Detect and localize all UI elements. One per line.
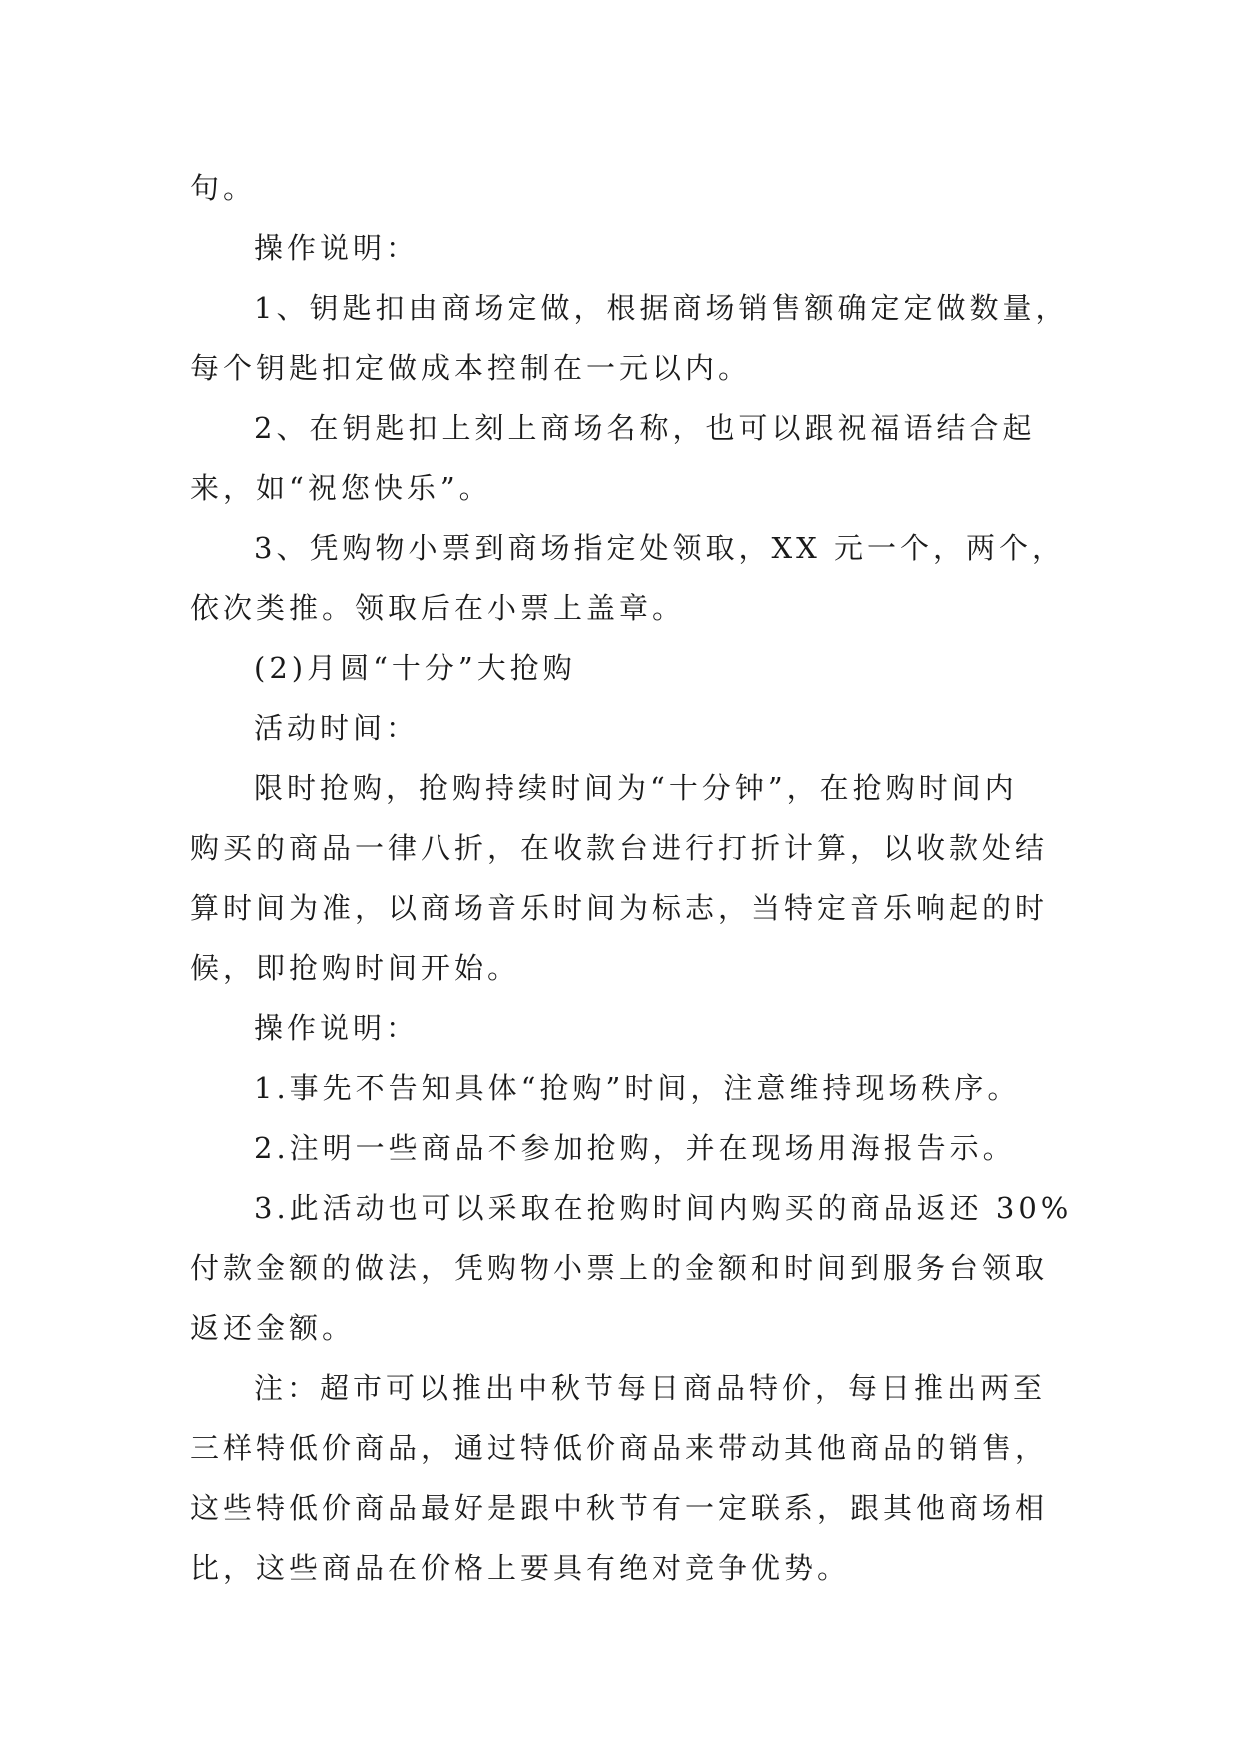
text-line: 购买的商品一律八折，在收款台进行打折计算，以收款处结 (190, 831, 1049, 865)
text-line: 候，即抢购时间开始。 (190, 951, 521, 985)
section-heading: 活动时间： (254, 711, 420, 745)
text-line: 依次类推。领取后在小票上盖章。 (190, 591, 686, 625)
text-line: 限时抢购，抢购持续时间为“十分钟”，在抢购时间内 (254, 771, 1018, 805)
section-heading: (2)月圆“十分”大抢购 (254, 651, 576, 685)
text-line: 付款金额的做法，凭购物小票上的金额和时间到服务台领取 (190, 1251, 1049, 1285)
text-line: 这些特低价商品最好是跟中秋节有一定联系，跟其他商场相 (190, 1491, 1049, 1525)
text-line: 返还金额。 (190, 1311, 356, 1345)
section-heading: 操作说明： (254, 1011, 420, 1045)
text-line: 注：超市可以推出中秋节每日商品特价，每日推出两至 (254, 1371, 1047, 1405)
text-line: 2、在钥匙扣上刻上商场名称，也可以跟祝福语结合起 (254, 411, 1036, 445)
text-line: 2.注明一些商品不参加抢购，并在现场用海报告示。 (254, 1131, 1016, 1165)
text-line: 比，这些商品在价格上要具有绝对竞争优势。 (190, 1551, 851, 1585)
text-line: 1.事先不告知具体“抢购”时间，注意维持现场秩序。 (254, 1071, 1021, 1105)
text-line: 来，如“祝您快乐”。 (190, 471, 492, 505)
text-line: 3、凭购物小票到商场指定处领取，XX 元一个，两个， (254, 531, 1065, 565)
text-line: 三样特低价商品，通过特低价商品来带动其他商品的销售， (190, 1431, 1049, 1465)
text-line: 3.此活动也可以采取在抢购时间内购买的商品返还 30% (254, 1191, 1073, 1225)
text-line: 1、钥匙扣由商场定做，根据商场销售额确定定做数量， (254, 291, 1069, 325)
text-line: 算时间为准，以商场音乐时间为标志，当特定音乐响起的时 (190, 891, 1049, 925)
text-line: 每个钥匙扣定做成本控制在一元以内。 (190, 351, 752, 385)
section-heading: 操作说明： (254, 231, 420, 265)
text-line: 句。 (190, 171, 257, 205)
